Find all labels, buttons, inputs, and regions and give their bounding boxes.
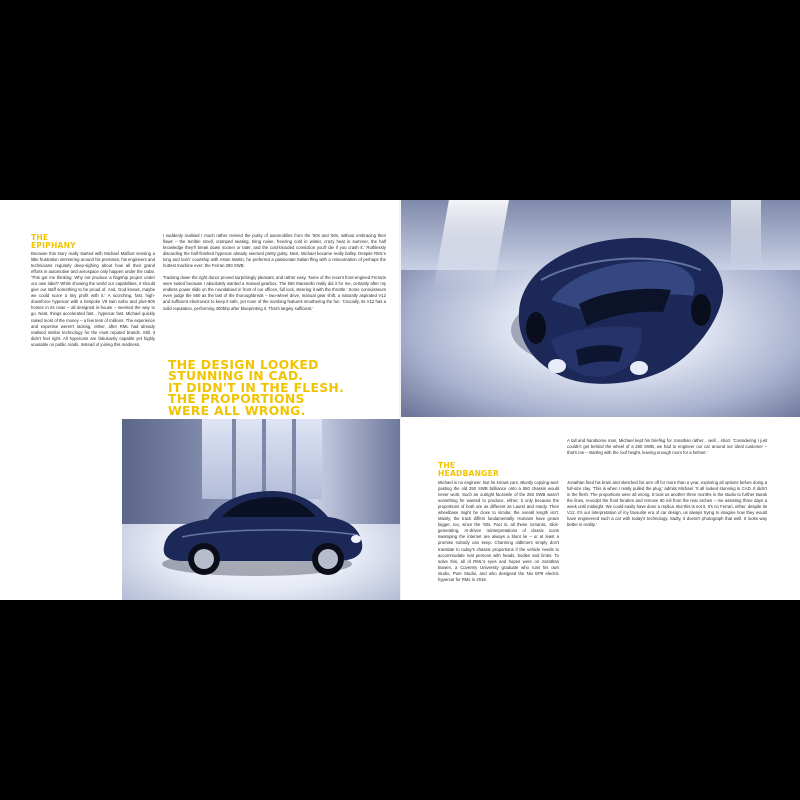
paragraph: A tall and handsome man, Michael kept his briefing for Jonathan rather... well... short. 'Considering I just couldn't get behind the wheel of a 250 SWB, we had to engineer our car around our ideal customer – that's me – starting with the roof height, leaving enough room for a helmet.' bbox=[567, 438, 767, 456]
kicker-line: THE bbox=[438, 461, 456, 470]
left-column-2 bbox=[163, 233, 386, 363]
right-intro-paragraph bbox=[567, 438, 767, 476]
magazine-spread bbox=[0, 200, 800, 600]
pull-quote-line: IT DIDN'T IN THE FLESH. bbox=[168, 379, 345, 395]
kicker-line: THE bbox=[31, 233, 49, 242]
pull-quote-line: STUNNING IN CAD. bbox=[168, 368, 304, 384]
paragraph: Tracking down the right donor proved surprisingly pleasant, and rather easy. 'None of the recent front-engined Ferraris were suited because I absolutely wanted a manual gearbox. The 550 Maranello really did it for me, certainly after my endless power slide on the roundabout in front of our offices, full lock, steering it with the throttle.' Some connoisseurs even judge the 550 as the last of the thoroughbreds – two-wheel drive, manual gear shift, a naturally aspirated V12 and sufficient electronics to keep it safe, yet none of the numbing features smothering the fun. 'Crucially, its V12 has a solid reputation, performing 400bhp after blueprinting it. That's largely sufficient.' bbox=[163, 275, 386, 311]
paragraph: Jonathan fired his brain and sketched his arm off for more than a year, exploring all options before doing a full-size clay. 'This is when I really pulled the plug,' admits Michael. 'It all looked stunning in CAD. It didn't in the flesh. The proportions were all wrong. It took us another three months in the studio to further tweak the lines, reoculpt the front fenders and remove 60 mil from the rear arches – me assisting three days a week until midnight. We could easily have done a replica. But this is not it. It's no Ferrari, either, despite its V12. It's our interpretation of my favourite era of car design, us always trying to imagine how they would have engineered such a car with today's technology. Sadly, it doesn't photograph that well. It looks way better in reality.' bbox=[567, 480, 767, 528]
pull-quote-line: THE PROPORTIONS bbox=[168, 391, 305, 407]
kicker-line: HEADBANGER bbox=[438, 468, 500, 478]
section-kicker-headbanger bbox=[438, 462, 499, 477]
section-kicker-epiphany bbox=[31, 234, 76, 249]
left-column-1 bbox=[31, 251, 155, 371]
right-column-2 bbox=[567, 480, 767, 592]
paragraph: I suddenly realised I much rather revived the purity of automobiles from the '50s and '60s, without embracing their flaws – the terrible smell, cramped seating, tiring noise, freezing cold in winter, crazy heat in summer, the half knowledge they'll break down sooner or later, and the cold-blooded conviction you'll die if you crash it.' Ruthlessly discarding the half-finished hypercar already seemed pretty gutsy. Next, Michael became really ballsy. Despite RML's long and lovin' courtship with Aston Martin, he preferred a passionate Italian fling with a reincarnation of perhaps the hottest machine ever: the Ferrari 250 SWB. bbox=[163, 233, 386, 269]
car-illustration-top bbox=[401, 200, 800, 417]
pull-quote-line: THE DESIGN LOOKED bbox=[168, 357, 319, 372]
right-column-1 bbox=[438, 480, 559, 592]
pull-quote-line: WERE ALL WRONG. bbox=[168, 402, 306, 418]
car-photo-top-view bbox=[401, 200, 800, 417]
paragraph: Because this story really started with Michael Malfoot sensing a little frustration simmering around his premises, his engineers and technicians regularly deep-sighing about how all their grand efforts in automotive and aerospace only happen under the radar. 'This got me thinking. Why not produce a flagship project under our own label? While showing the world our capabilities, it should give our staff something to be proud of. And, God knows, maybe we could score a tiny profit with it.' A scorching, fast, high-downforce hypercar with a bespoke V8 twin turbo and plus-900 horses in its nose – all designed in-house – seemed the way to go. Neat, things accelerated fast... hypercar fast. Michael quickly raised most of the money – a few tens of millions. The experience and expertise weren't lacking, either, after RML had already realised similar technology for the most reputed brands. Still, it didn't feel right. All hypercars are fabulously capable yet highly unusable on public roads. Instead of joining this madness, bbox=[31, 251, 155, 347]
pull-quote bbox=[168, 359, 344, 416]
kicker-line: EPIPHANY bbox=[31, 240, 76, 250]
paragraph: Michael is no engineer. But he knows cars. Bluntly copying-and-pasting the old 250 SWB brilliance onto a 550 chassis would never work. Such an outright facsimile of the 250 SWB wasn't something he wanted to produce, either; it only because the proportions of both are as different as Laurel and Hardy. Their wheelbase might be close to similar, the overall length isn't. Mainly, the track differs fundamentally. Humans have grown bigger, too, since the '60s. Fact is, all these romantic, slick-generating, AI-driven reinterpretations of classic icons swamping the internet are always a blunt lie – or at least a promise nobody can keep. Charming oldtimers simply don't translate to today's chassis proportions if the vehicle needs to accommodate real persons with heads, bodies and limbs. To solve this, all of RML's eyes and hopes were on Jonathan Bowen, a Coventry University graduate who runs his own studio, Pure Studio, and who designed the Nio EP9 electric hypercar for RML in 2016. bbox=[438, 480, 559, 582]
car-illustration-side bbox=[122, 419, 400, 600]
car-photo-side-view bbox=[122, 419, 400, 600]
